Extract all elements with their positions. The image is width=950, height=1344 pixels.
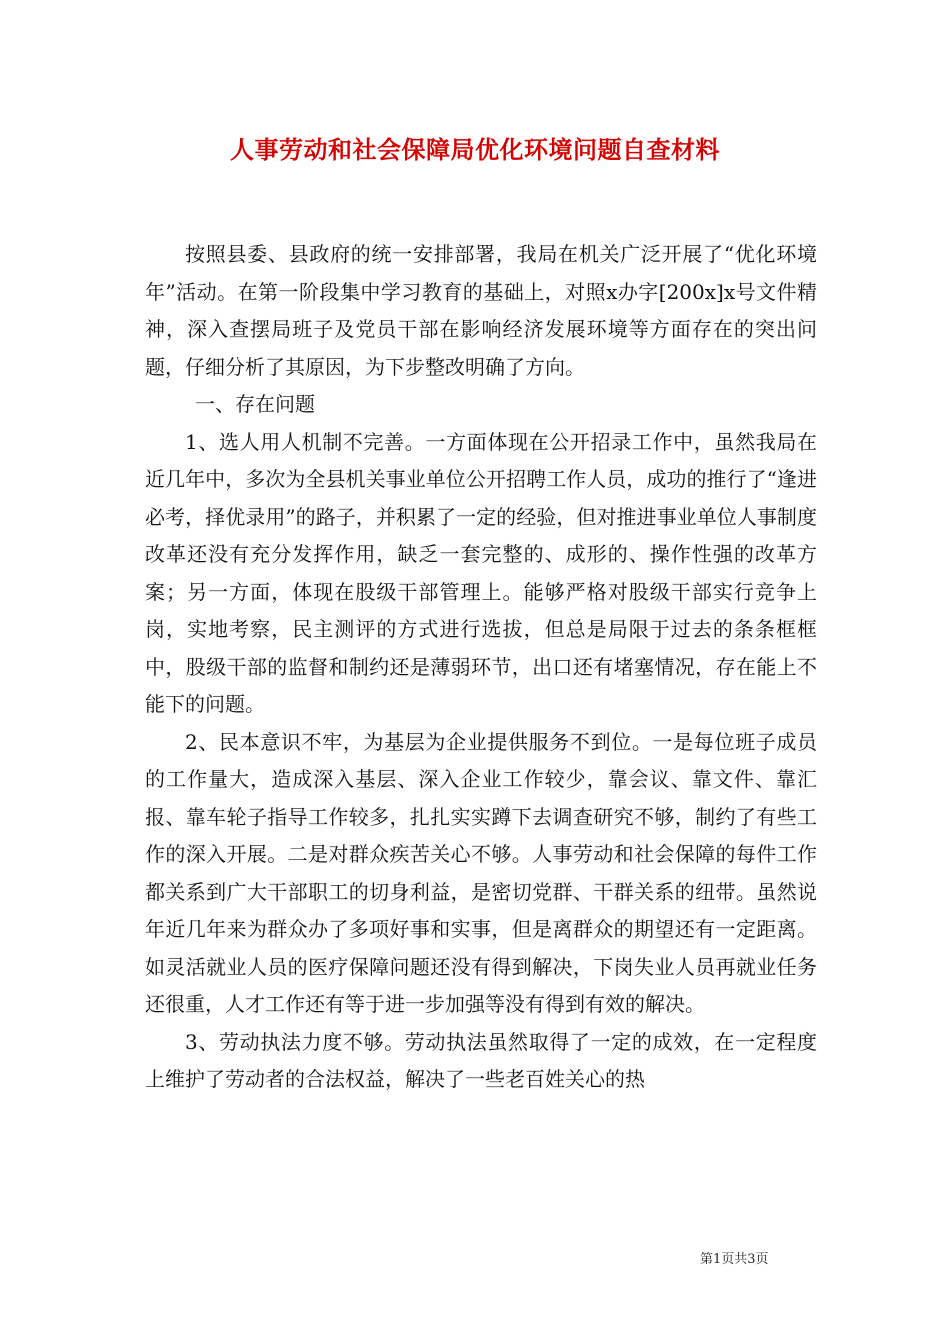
page-number: 第1页共3页: [700, 1252, 769, 1267]
section-heading-problems: 一、存在问题: [195, 392, 315, 416]
paragraph-item-1: 1、选人用人机制不完善。一方面体现在公开招录工作中，虽然我局在近几年中，多次为全县机关事业单位公开招聘工作人员，成功的推行了“逢进必考，择优录用”的路子，并积累了一定的经验，但对推进事业单位人事制度改革还没有充分发挥作用，缺乏一套完整的、成形的、操作性强的改革方案；另一方面，体现在股级干部管理上。能够严格对股级干部实行竞争上岗，实地考察，民主测评的方式进行选拔，但总是局限于过去的条条框框中，股级干部的监督和制约还是薄弱环节，出口还有堵塞情况，存在能上不能下的问题。: [145, 429, 817, 716]
document-body: [145, 236, 817, 1099]
paragraph-item-3: 3、劳动执法力度不够。劳动执法虽然取得了一定的成效，在一定程度上维护了劳动者的合法权益，解决了一些老百姓关心的热: [145, 1029, 817, 1091]
paragraph-intro: 按照县委、县政府的统一安排部署，我局在机关广泛开展了“优化环境年”活动。在第一阶段集中学习教育的基础上，对照x办字[200x]x号文件精神，深入查摆局班子及党员干部在影响经济发展环境等方面存在的突出问题，仔细分析了其原因，为下步整改明确了方向。: [145, 242, 817, 379]
document-title: 人事劳动和社会保障局优化环境问题自查材料: [230, 135, 720, 164]
paragraph-item-2: 2、民本意识不牢，为基层为企业提供服务不到位。一是每位班子成员的工作量大，造成深入基层、深入企业工作较少，靠会议、靠文件、靠汇报、靠车轮子指导工作较多，扎扎实实蹲下去调查研究不够，制约了有些工作的深入开展。二是对群众疾苦关心不够。人事劳动和社会保障的每件工作都关系到广大干部职工的切身利益，是密切党群、干群关系的纽带。虽然说年近几年来为群众办了多项好事和实事，但是离群众的期望还有一定距离。如灵活就业人员的医疗保障问题还没有得到解决，下岗失业人员再就业任务还很重，人才工作还有等于进一步加强等没有得到有效的解决。: [145, 729, 817, 1016]
